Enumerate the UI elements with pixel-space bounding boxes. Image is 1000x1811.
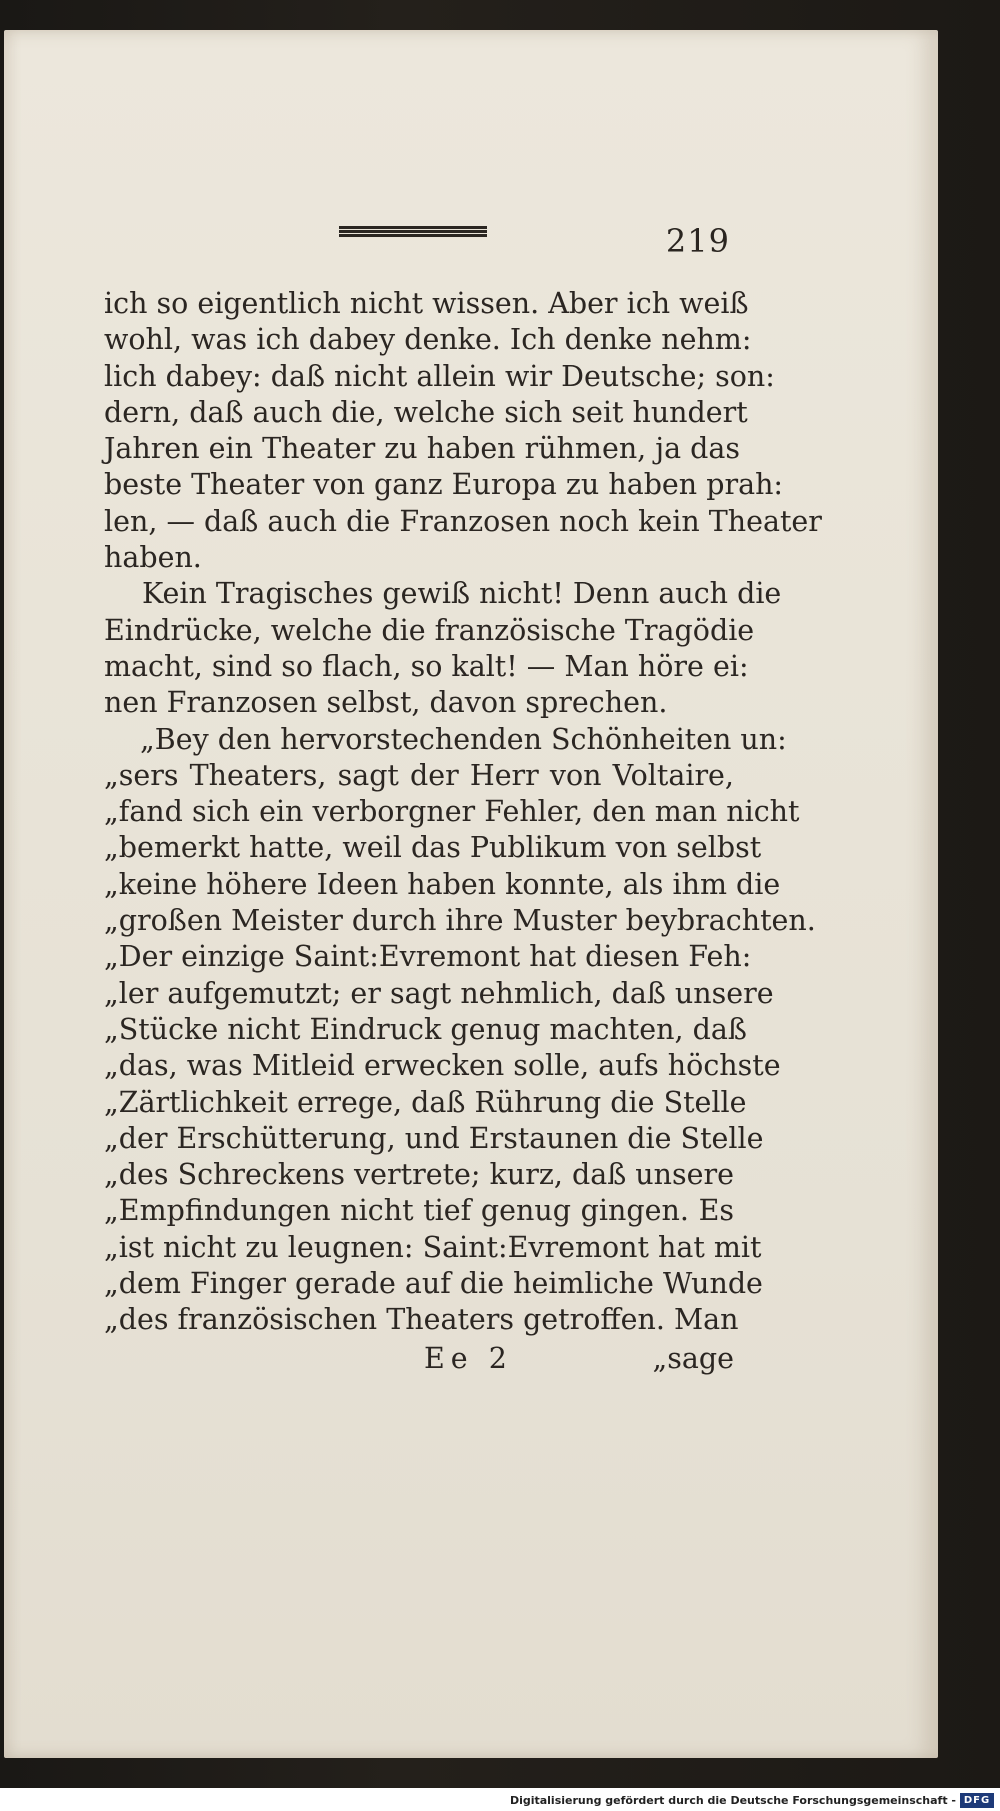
dfg-logo: DFG — [960, 1793, 994, 1808]
text-line: Jahren ein Theater zu haben rühmen, ja das — [104, 432, 741, 466]
signature-mark: Ee 2 — [424, 1342, 513, 1375]
text-line: „Der einzige Saint:Evremont hat diesen Feh: — [104, 940, 752, 974]
page-foot — [104, 1342, 734, 1382]
text-line: dern, daß auch die, welche sich seit hundert — [104, 395, 748, 429]
digitization-footer — [0, 1788, 1000, 1811]
text-line: „das, was Mitleid erwecken solle, aufs höchste — [104, 1049, 781, 1083]
text-line: „keine höhere Ideen haben konnte, als ihm die — [104, 867, 781, 901]
text-line: wohl, was ich dabey denke. Ich denke nehm: — [104, 323, 752, 357]
body-text — [104, 286, 822, 1339]
text-line: ich so eigentlich nicht wissen. Aber ich weiß — [104, 287, 749, 320]
text-line: Eindrücke, welche die französische Tragödie — [104, 613, 755, 647]
text-line: „sers Theaters, sagt der Herr von Voltaire, — [104, 758, 734, 792]
book-page — [4, 30, 938, 1758]
text-line: „Stücke nicht Eindruck genug machten, daß — [104, 1012, 747, 1046]
text-line: „Empfindungen nicht tief genug gingen. Es — [104, 1194, 734, 1228]
text-line: lich dabey: daß nicht allein wir Deutsche; son: — [104, 359, 775, 393]
text-line: beste Theater von ganz Europa zu haben prah: — [104, 468, 784, 502]
text-line: „dem Finger gerade auf die heimliche Wunde — [104, 1267, 763, 1301]
text-line: macht, sind so flach, so kalt! — Man höre ei: — [104, 649, 749, 683]
text-line: „des französischen Theaters getroffen. Man — [104, 1303, 739, 1337]
text-line: „des Schreckens vertrete; kurz, daß unsere — [104, 1158, 734, 1192]
text-line: „Bey den hervorstechenden Schönheiten un: — [140, 722, 787, 756]
text-line: haben. — [104, 541, 202, 575]
text-line: len, — daß auch die Franzosen noch kein Theater — [104, 504, 822, 538]
page-number: 219 — [665, 222, 730, 260]
text-line: „Zärtlichkeit errege, daß Rührung die Stelle — [104, 1085, 747, 1119]
text-line: „ist nicht zu leugnen: Saint:Evremont hat mit — [104, 1230, 762, 1264]
catchword: „sage — [652, 1342, 734, 1375]
text-line: „ler aufgemutzt; er sagt nehmlich, daß unsere — [104, 976, 774, 1010]
text-line: nen Franzosen selbst, davon sprechen. — [104, 686, 668, 720]
text-line: Kein Tragisches gewiß nicht! Denn auch die — [142, 577, 782, 611]
text-line: „der Erschütterung, und Erstaunen die Stelle — [104, 1121, 764, 1155]
header-rule — [339, 226, 487, 238]
text-line: „bemerkt hatte, weil das Publikum von selbst — [104, 831, 762, 865]
text-line: „großen Meister durch ihre Muster beybrachten. — [104, 904, 816, 938]
text-line: „fand sich ein verborgner Fehler, den man nicht — [104, 795, 800, 829]
funding-credit: Digitalisierung gefördert durch die Deutsche Forschungsgemeinschaft - — [509, 1794, 956, 1807]
